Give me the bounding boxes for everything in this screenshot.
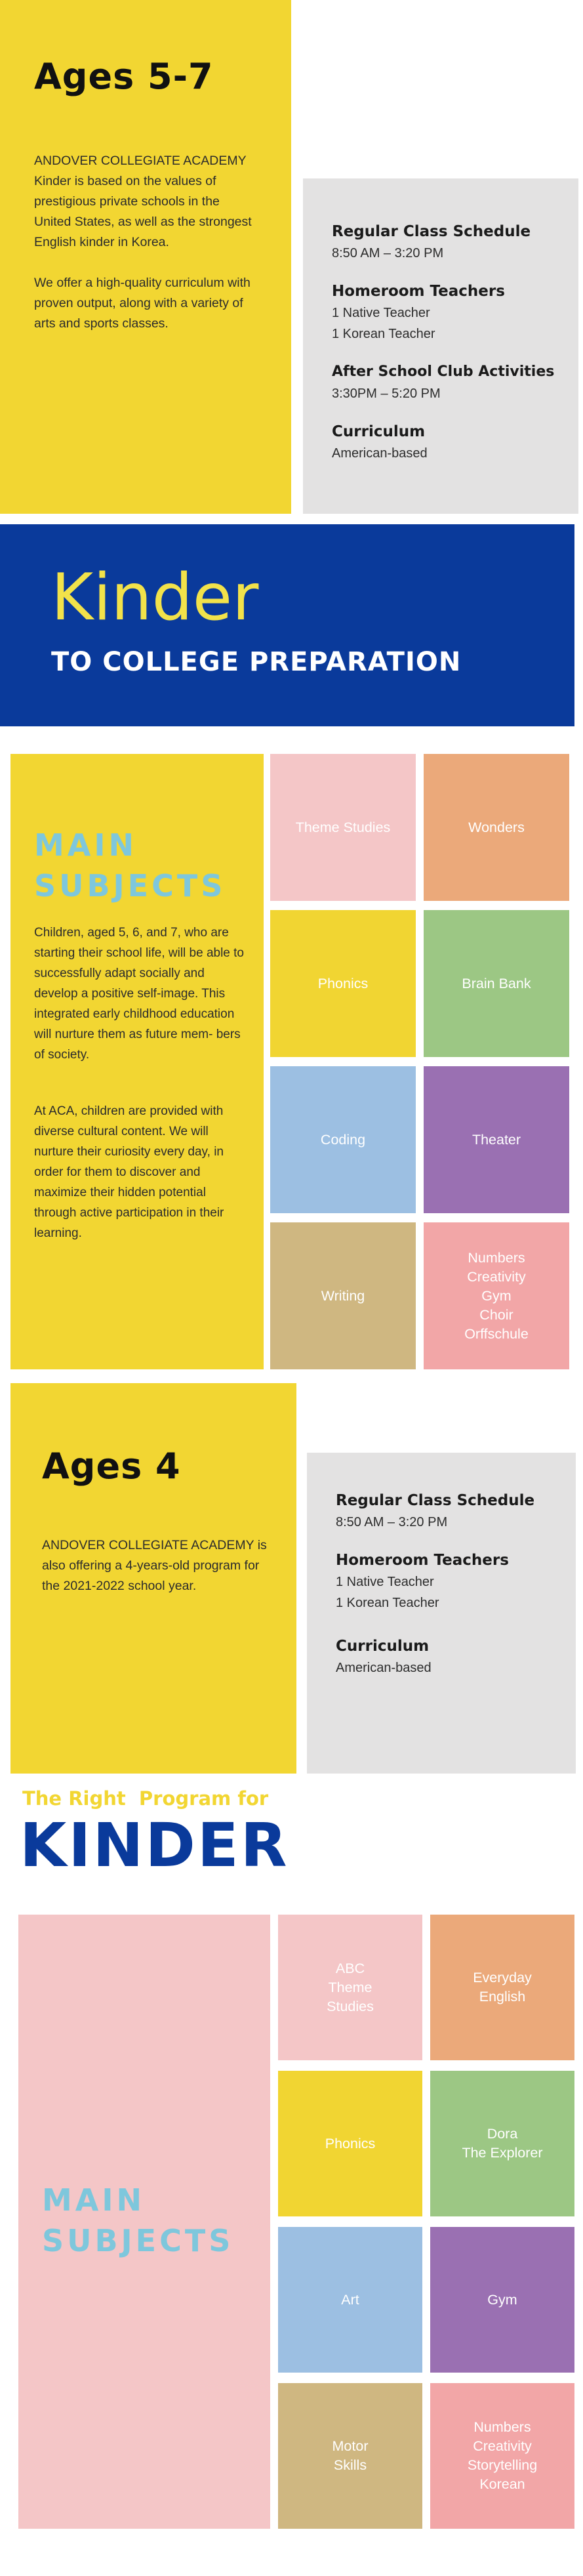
main-subjects-paragraph-1: Children, aged 5, 6, and 7, who are starting their school life, will be able to successfully adapt socially and develop a positive self-image. This integrated early childhood education will nurture them as future mem- bers of society. [34, 926, 244, 1062]
schedule-value-regular: 8:50 AM – 3:20 PM [336, 1515, 448, 1529]
schedule-heading-teachers: Homeroom Teachers [332, 283, 505, 300]
banner-subtitle: TO COLLEGE PREPARATION [51, 647, 462, 677]
subject-tile: Motor Skills [278, 2383, 422, 2529]
subject-tile: Gym [430, 2227, 574, 2373]
subject-tile: Art [278, 2227, 422, 2373]
subject-tile: Brain Bank [424, 910, 569, 1057]
banner-title: Kinder [51, 560, 259, 635]
schedule-value-curriculum: American-based [336, 1661, 432, 1675]
schedule-value-curriculum: American-based [332, 446, 428, 461]
ages-5-7-panel [0, 0, 291, 514]
subject-tile: Phonics [278, 2071, 422, 2216]
program-tagline: The Right Program for [22, 1787, 269, 1810]
schedule-heading-afterschool: After School Club Activities [332, 364, 555, 380]
subject-tile: Theater [424, 1066, 569, 1213]
ages-4-title: Ages 4 [42, 1445, 181, 1487]
main-subjects-heading-2: MAIN SUBJECTS [42, 2182, 234, 2258]
schedule-value-regular: 8:50 AM – 3:20 PM [332, 246, 444, 260]
schedule-value-teacher-1: 1 Native Teacher [336, 1575, 434, 1589]
subject-tile: Wonders [424, 754, 569, 901]
schedule-value-teacher-2: 1 Korean Teacher [336, 1596, 439, 1610]
subject-tile: Numbers Creativity Gym Choir Orffschule [424, 1222, 569, 1369]
subject-tile: Writing [270, 1222, 416, 1369]
kinder-banner [0, 524, 574, 726]
ages-5-7-schedule-card [303, 178, 578, 514]
subject-tile: Numbers Creativity Storytelling Korean [430, 2383, 574, 2529]
ages-4-schedule-card [307, 1453, 576, 1774]
subject-tile: Theme Studies [270, 754, 416, 901]
ages-5-7-paragraph-1: ANDOVER COLLEGIATE ACADEMY Kinder is based on the values of prestigious private schools in the United States, as well as the strongest English kinder in Korea. [34, 154, 252, 249]
subject-tile: Everyday English [430, 1915, 574, 2060]
main-subjects-heading: MAIN SUBJECTS [34, 827, 226, 904]
schedule-heading-curriculum: Curriculum [336, 1638, 430, 1655]
ages-4-paragraph: ANDOVER COLLEGIATE ACADEMY is also offering a 4-years-old program for the 2021-2022 school year. [42, 1538, 267, 1593]
main-subjects-panel [10, 754, 264, 1369]
main-subjects-paragraph-2: At ACA, children are provided with diverse cultural content. We will nurture their curiosity every day, in order for them to discover and maximize their hidden potential through active participation in their learning. [34, 1104, 224, 1240]
schedule-value-teacher-1: 1 Native Teacher [332, 306, 430, 320]
subject-tile: Dora The Explorer [430, 2071, 574, 2216]
ages-5-7-paragraph-2: We offer a high-quality curriculum with proven output, along with a variety of arts and sports classes. [34, 276, 251, 331]
subject-tile: Coding [270, 1066, 416, 1213]
program-title: KINDER [20, 1810, 289, 1880]
schedule-heading-regular: Regular Class Schedule [332, 223, 531, 240]
schedule-value-teacher-2: 1 Korean Teacher [332, 327, 435, 341]
subject-tile: Phonics [270, 910, 416, 1057]
schedule-value-afterschool: 3:30PM – 5:20 PM [332, 386, 441, 401]
ages-5-7-title: Ages 5-7 [34, 56, 214, 97]
main-subjects-panel-2 [18, 1915, 270, 2529]
schedule-heading-regular: Regular Class Schedule [336, 1492, 535, 1509]
ages-4-panel [10, 1383, 296, 1774]
schedule-heading-curriculum: Curriculum [332, 423, 426, 440]
subject-tile: ABC Theme Studies [278, 1915, 422, 2060]
schedule-heading-teachers: Homeroom Teachers [336, 1552, 509, 1569]
